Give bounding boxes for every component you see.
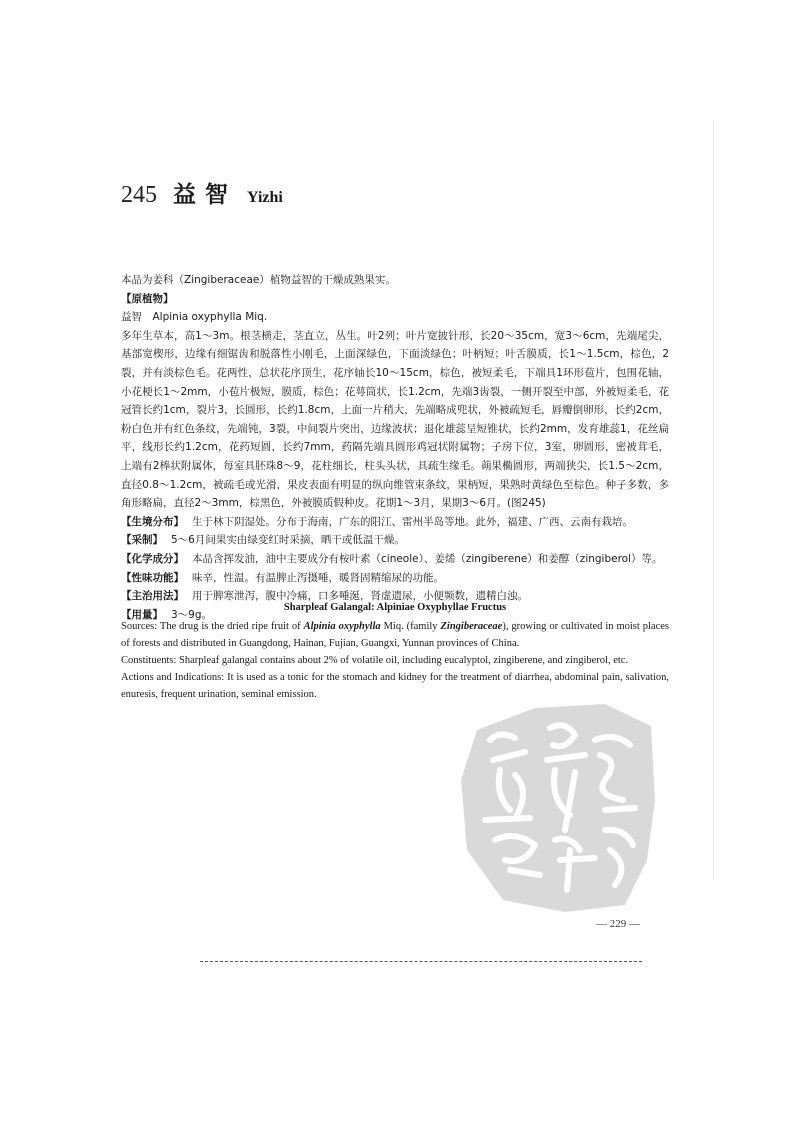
section-text: 本品含挥发油，油中主要成分有桉叶素（cineole）、姜烯（zingiberene）和姜醇（zingiberol）等。 [192, 552, 663, 565]
section-label: 【用量】 [121, 608, 163, 621]
plant-description: 多年生草本，高1～3m。根茎横走，茎直立，丛生。叶2列；叶片宽披针形，长20～35cm，宽3～6cm，先端尾尖，基部宽楔形，边缘有细锯齿和脱落性小刚毛，上面深绿色，下面淡绿色；叶柄短；叶舌膜质，长1～1.5cm，棕色，2裂，并有淡棕色毛。花两性，总状花序顶生，花序轴长10～15cm，棕色，被短柔毛，下端具1环形苞片，包围花轴，小花梗长1～2mm，小苞片极短，膜质，棕色；花萼筒状，长1.2cm，先端3齿裂，一侧开裂至中部，外被短柔毛，花冠管长约1cm，裂片3，长圆形，长约1.8cm，上面一片稍大，先端略成兜状，外被疏短毛，唇瓣倒卵形，长约2cm，粉白色并有红色条纹，先端钝，3裂，中间裂片突出，边缘波状；退化雄蕊呈短锥状，长约2mm，发育雄蕊1，花丝扁平，线形长约1.2cm，花药短圆，长约7mm，药隔先端具圆形鸡冠状附属物；子房下位，3室，卵圆形，密被茸毛，上端有2棒状附属体，每室具胚珠8～9，花柱细长，柱头头状，具疏生缘毛。蒴果椭圆形，两端狭尖，长1.5～2cm，直径0.8～1.2cm，被疏毛或光滑，果皮表面有明显的纵向维管束条纹，果柄短，果熟时黄绿色至棕色。种子多数，多角形略扁，直径2～3mm，棕黑色，外被膜质假种皮。花期1～3月，果期3～6月。(图245) [121, 329, 669, 510]
seal-watermark-icon [455, 700, 660, 915]
english-constituents: Constituents: Sharpleaf galangal contains about 2% of volatile oil, including eucalyptol, zingiberene, and zingiberol, etc. [121, 655, 629, 666]
family-name: Zingiberaceae [440, 621, 503, 632]
source-plant-label: 【原植物】 [121, 292, 174, 305]
section-habitat [121, 513, 669, 532]
section-text: 味辛，性温。有温脾止泻摄唾，暖肾固精缩尿的功能。 [192, 571, 444, 584]
section-text: 用于脾寒泄泻，腹中冷痛，口多唾涎，肾虚遗尿，小便频数，遗精白浊。 [192, 590, 528, 603]
chinese-text-block [121, 271, 669, 624]
entry-title-pinyin: Yizhi [247, 189, 283, 206]
bottom-rule [200, 961, 642, 962]
entry-number: 245 [121, 182, 157, 208]
page-number: — 229 — [596, 918, 640, 930]
section-collection [121, 531, 669, 550]
english-sources: Sources: The drug is the dried ripe fruit of Alpinia oxyphylla Miq. (family Zingiberaceae), growing or cultivated in moist places of forests and distributed in Guangdong, Hainan, Fujian, Guangxi, Yunnan provinces of China. [121, 621, 669, 649]
section-properties [121, 569, 669, 588]
latin-name: Alpinia oxyphylla [303, 621, 381, 632]
section-chemistry [121, 550, 669, 569]
section-label: 【主治用法】 [121, 590, 184, 603]
entry-title-chinese: 益智 [173, 182, 237, 208]
entry-heading [121, 176, 283, 216]
section-label: 【生境分布】 [121, 515, 184, 528]
plant-name: 益智 Alpinia oxyphylla Miq. [121, 311, 268, 324]
intro-line: 本品为姜科（Zingiberaceae）植物益智的干燥成熟果实。 [121, 274, 396, 286]
section-label: 【性味功能】 [121, 571, 184, 584]
section-text: 生于林下阴湿处。分布于海南，广东的阳江、雷州半岛等地。此外，福建、广西、云南有栽培。 [192, 515, 633, 528]
section-label: 【采制】 [121, 534, 163, 547]
section-label: 【化学成分】 [121, 552, 184, 565]
page-edge-line [713, 120, 714, 880]
source-plant-heading [121, 290, 669, 309]
english-title: Sharpleaf Galangal: Alpiniae Oxyphyllae Fructus [283, 602, 507, 613]
english-actions: Actions and Indications: It is used as a tonic for the stomach and kidney for the treatment of diarrhea, abdominal pain, salivation, enuresis, frequent urination, seminal emission. [121, 672, 669, 700]
section-text: 3～9g。 [171, 608, 213, 621]
english-text-block [121, 618, 669, 703]
section-text: 5～6月间果实由绿变红时采摘，晒干或低温干燥。 [171, 534, 405, 547]
